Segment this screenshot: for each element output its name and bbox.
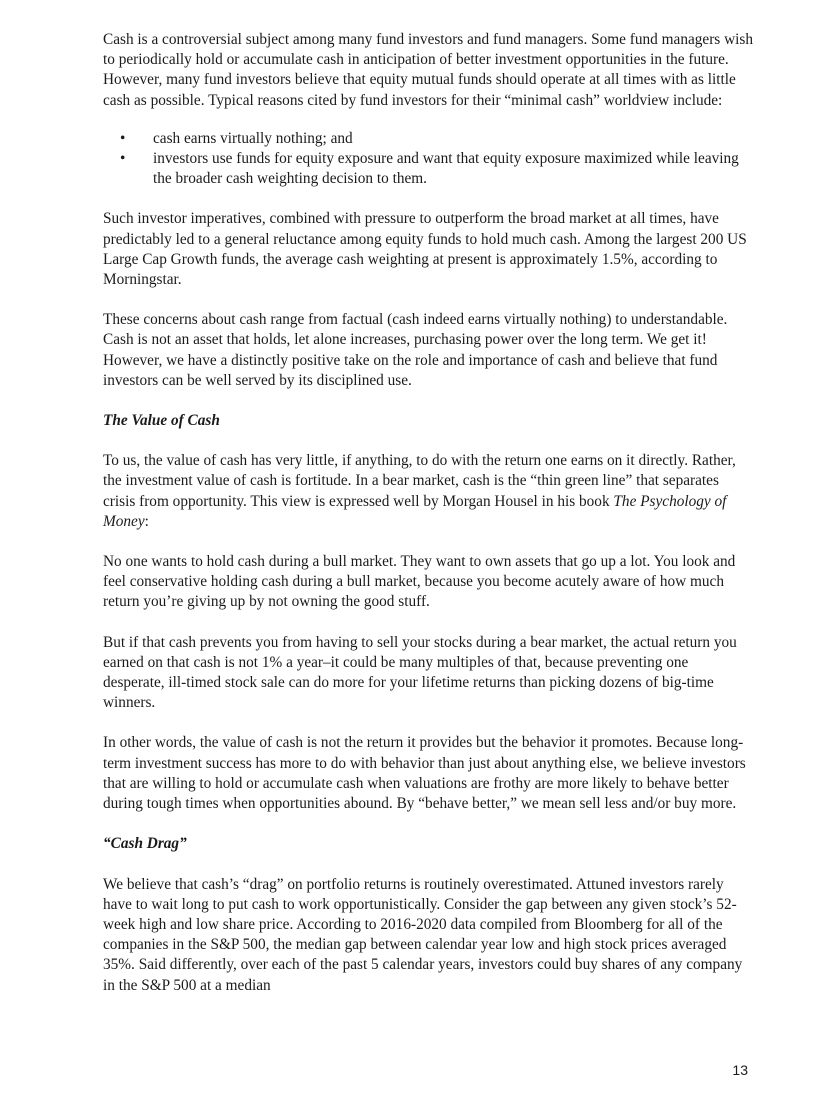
list-item-text: cash earns virtually nothing; and (153, 129, 353, 147)
value-of-cash-paragraph (103, 451, 753, 532)
bullet-icon: • (120, 129, 126, 147)
list-item (120, 149, 753, 189)
concerns-paragraph: These concerns about cash range from factual (cash indeed earns virtually nothing) to understandable. Cash is not an asset that holds, let alone increases, purchasing power over the long term. We get it! However, we have a distinctly positive take on the role and importance of cash and believe that fund investors can be well served by its disciplined use. (103, 311, 728, 389)
bullet-icon: • (120, 150, 126, 168)
reasons-list (103, 129, 753, 190)
book-title: The Psychology of Money (103, 492, 727, 530)
investor-imperatives-paragraph: Such investor imperatives, combined with pressure to outperform the broad market at all times, have predictably led to a general reluctance among equity funds to hold much cash. Among the largest 200 US Large Cap Growth funds, the average cash weighting at present is approximately 1.5%, according to Morningstar. (103, 210, 747, 289)
document-page (103, 30, 753, 1016)
quote-paragraph-1: No one wants to hold cash during a bull market. They want to own assets that go up a lot. You look and feel conservative holding cash during a bull market, because you become acutely aware of how much return you’re giving up by not owning the good stuff. (103, 553, 736, 611)
intro-paragraph: Cash is a controversial subject among many fund investors and fund managers. Some fund managers wish to periodically hold or accumulate cash in anticipation of better investment opportunities in the future. However, many fund investors believe that equity mutual funds should operate at all times with as little cash as possible. Typical reasons cited by fund investors for their “minimal cash” worldview include: (103, 31, 753, 109)
page-number: 13 (732, 1062, 748, 1078)
value-of-cash-colon: : (144, 512, 149, 530)
behavior-paragraph: In other words, the value of cash is not the return it provides but the behavior it promotes. Because long-term investment success has more to do with behavior than just about anything else, we believe investors that are willing to hold or accumulate cash when valuations are frothy are more likely to behave better during tough times when opportunities abound. By “behave better,” we mean sell less and/or buy more. (103, 734, 746, 813)
list-item (120, 129, 753, 149)
list-item-text: investors use funds for equity exposure and want that equity exposure maximized while leaving the broader cash weighting decision to them. (153, 150, 739, 188)
quote-paragraph-2: But if that cash prevents you from having to sell your stocks during a bear market, the actual return you earned on that cash is not 1% a year–it could be many multiples of that, because preventing one desperate, ill-timed stock sale can do more for your lifetime returns than picking dozens of big-time winners. (103, 633, 737, 712)
section-heading-cash-drag: “Cash Drag” (103, 835, 187, 853)
cash-drag-paragraph: We believe that cash’s “drag” on portfolio returns is routinely overestimated. Attuned investors rarely have to wait long to put cash to work opportunistically. Consider the gap between any given stock’s 52-week high and low share price. According to 2016-2020 data compiled from Bloomberg for all of the companies in the S&P 500, the median gap between calendar year low and high stock prices averaged 35%. Said differently, over each of the past 5 calendar years, investors could buy shares of any company in the S&P 500 at a median (103, 875, 743, 994)
value-of-cash-text: To us, the value of cash has very little, if anything, to do with the return one earns on it directly. Rather, the investment value of cash is fortitude. In a bear market, cash is the “thin green line” that separates crisis from opportunity. This view is expressed well by Morgan Housel in his book (103, 452, 736, 510)
section-heading-value-of-cash: The Value of Cash (103, 412, 220, 430)
